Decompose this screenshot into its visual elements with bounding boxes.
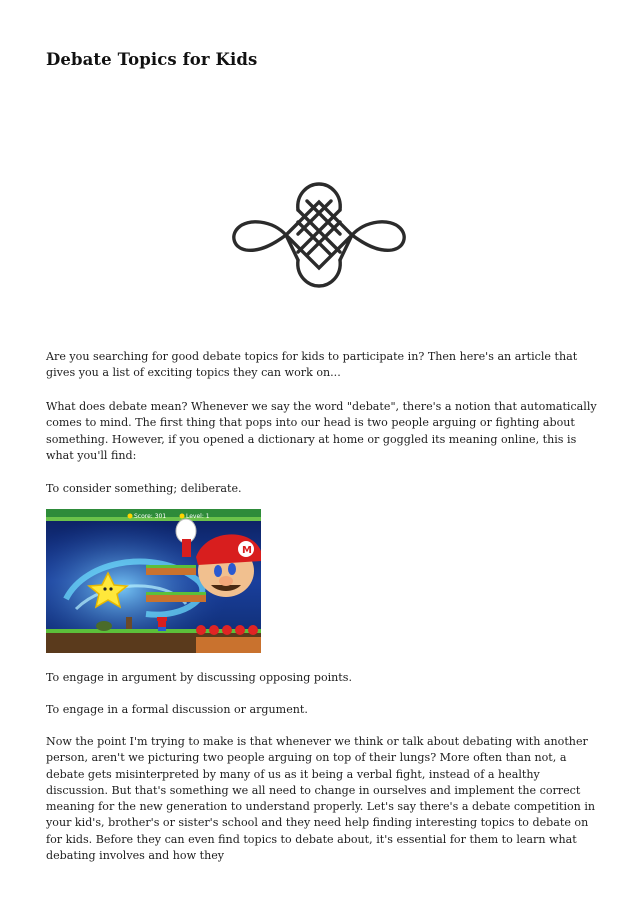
paragraph-point: Now the point I'm trying to make is that whenever we think or talk about debating with another person, aren't we picturing two people arguing on top of their lungs? More often than not, a debate gets misinterpreted by many of us as it being a verbal fight, instead of a healthy discussion. But that's something we all need to change in ourselves and implement the correct meaning for the new generation to understand properly. Let's say there's a debate competition in your kid's, brother's or sister's school and they need help finding interesting topics to debate on for kids. Before they can even find topics to debate about, it's essential for them to learn what debating involves and how they <box>46 735 596 863</box>
game-score-label: Score: 301 <box>134 513 167 520</box>
game-level-label: Level: 1 <box>186 513 210 520</box>
paragraph-definition: What does debate mean? Whenever we say the word "debate", there's a notion that automatically comes to mind. The first thing that pops into our head is two people arguing or fighting about something. However, if you opened a dictionary at home or goggled its meaning online, this is what you'll find: <box>46 400 597 462</box>
celtic-knot-ornament-image <box>228 180 410 290</box>
page-title: Debate Topics for Kids <box>46 50 258 69</box>
paragraph-argument: To engage in argument by discussing opposing points. <box>46 671 352 684</box>
mario-galaxy-game-screenshot <box>46 509 261 653</box>
paragraph-intro: Are you searching for good debate topics for kids to participate in? Then here's an article that gives you a list of exciting topics they can work on... <box>46 350 578 380</box>
paragraph-formal: To engage in a formal discussion or argument. <box>46 703 308 716</box>
paragraph-consider: To consider something; deliberate. <box>46 482 242 495</box>
svg-text:M: M <box>242 545 252 556</box>
